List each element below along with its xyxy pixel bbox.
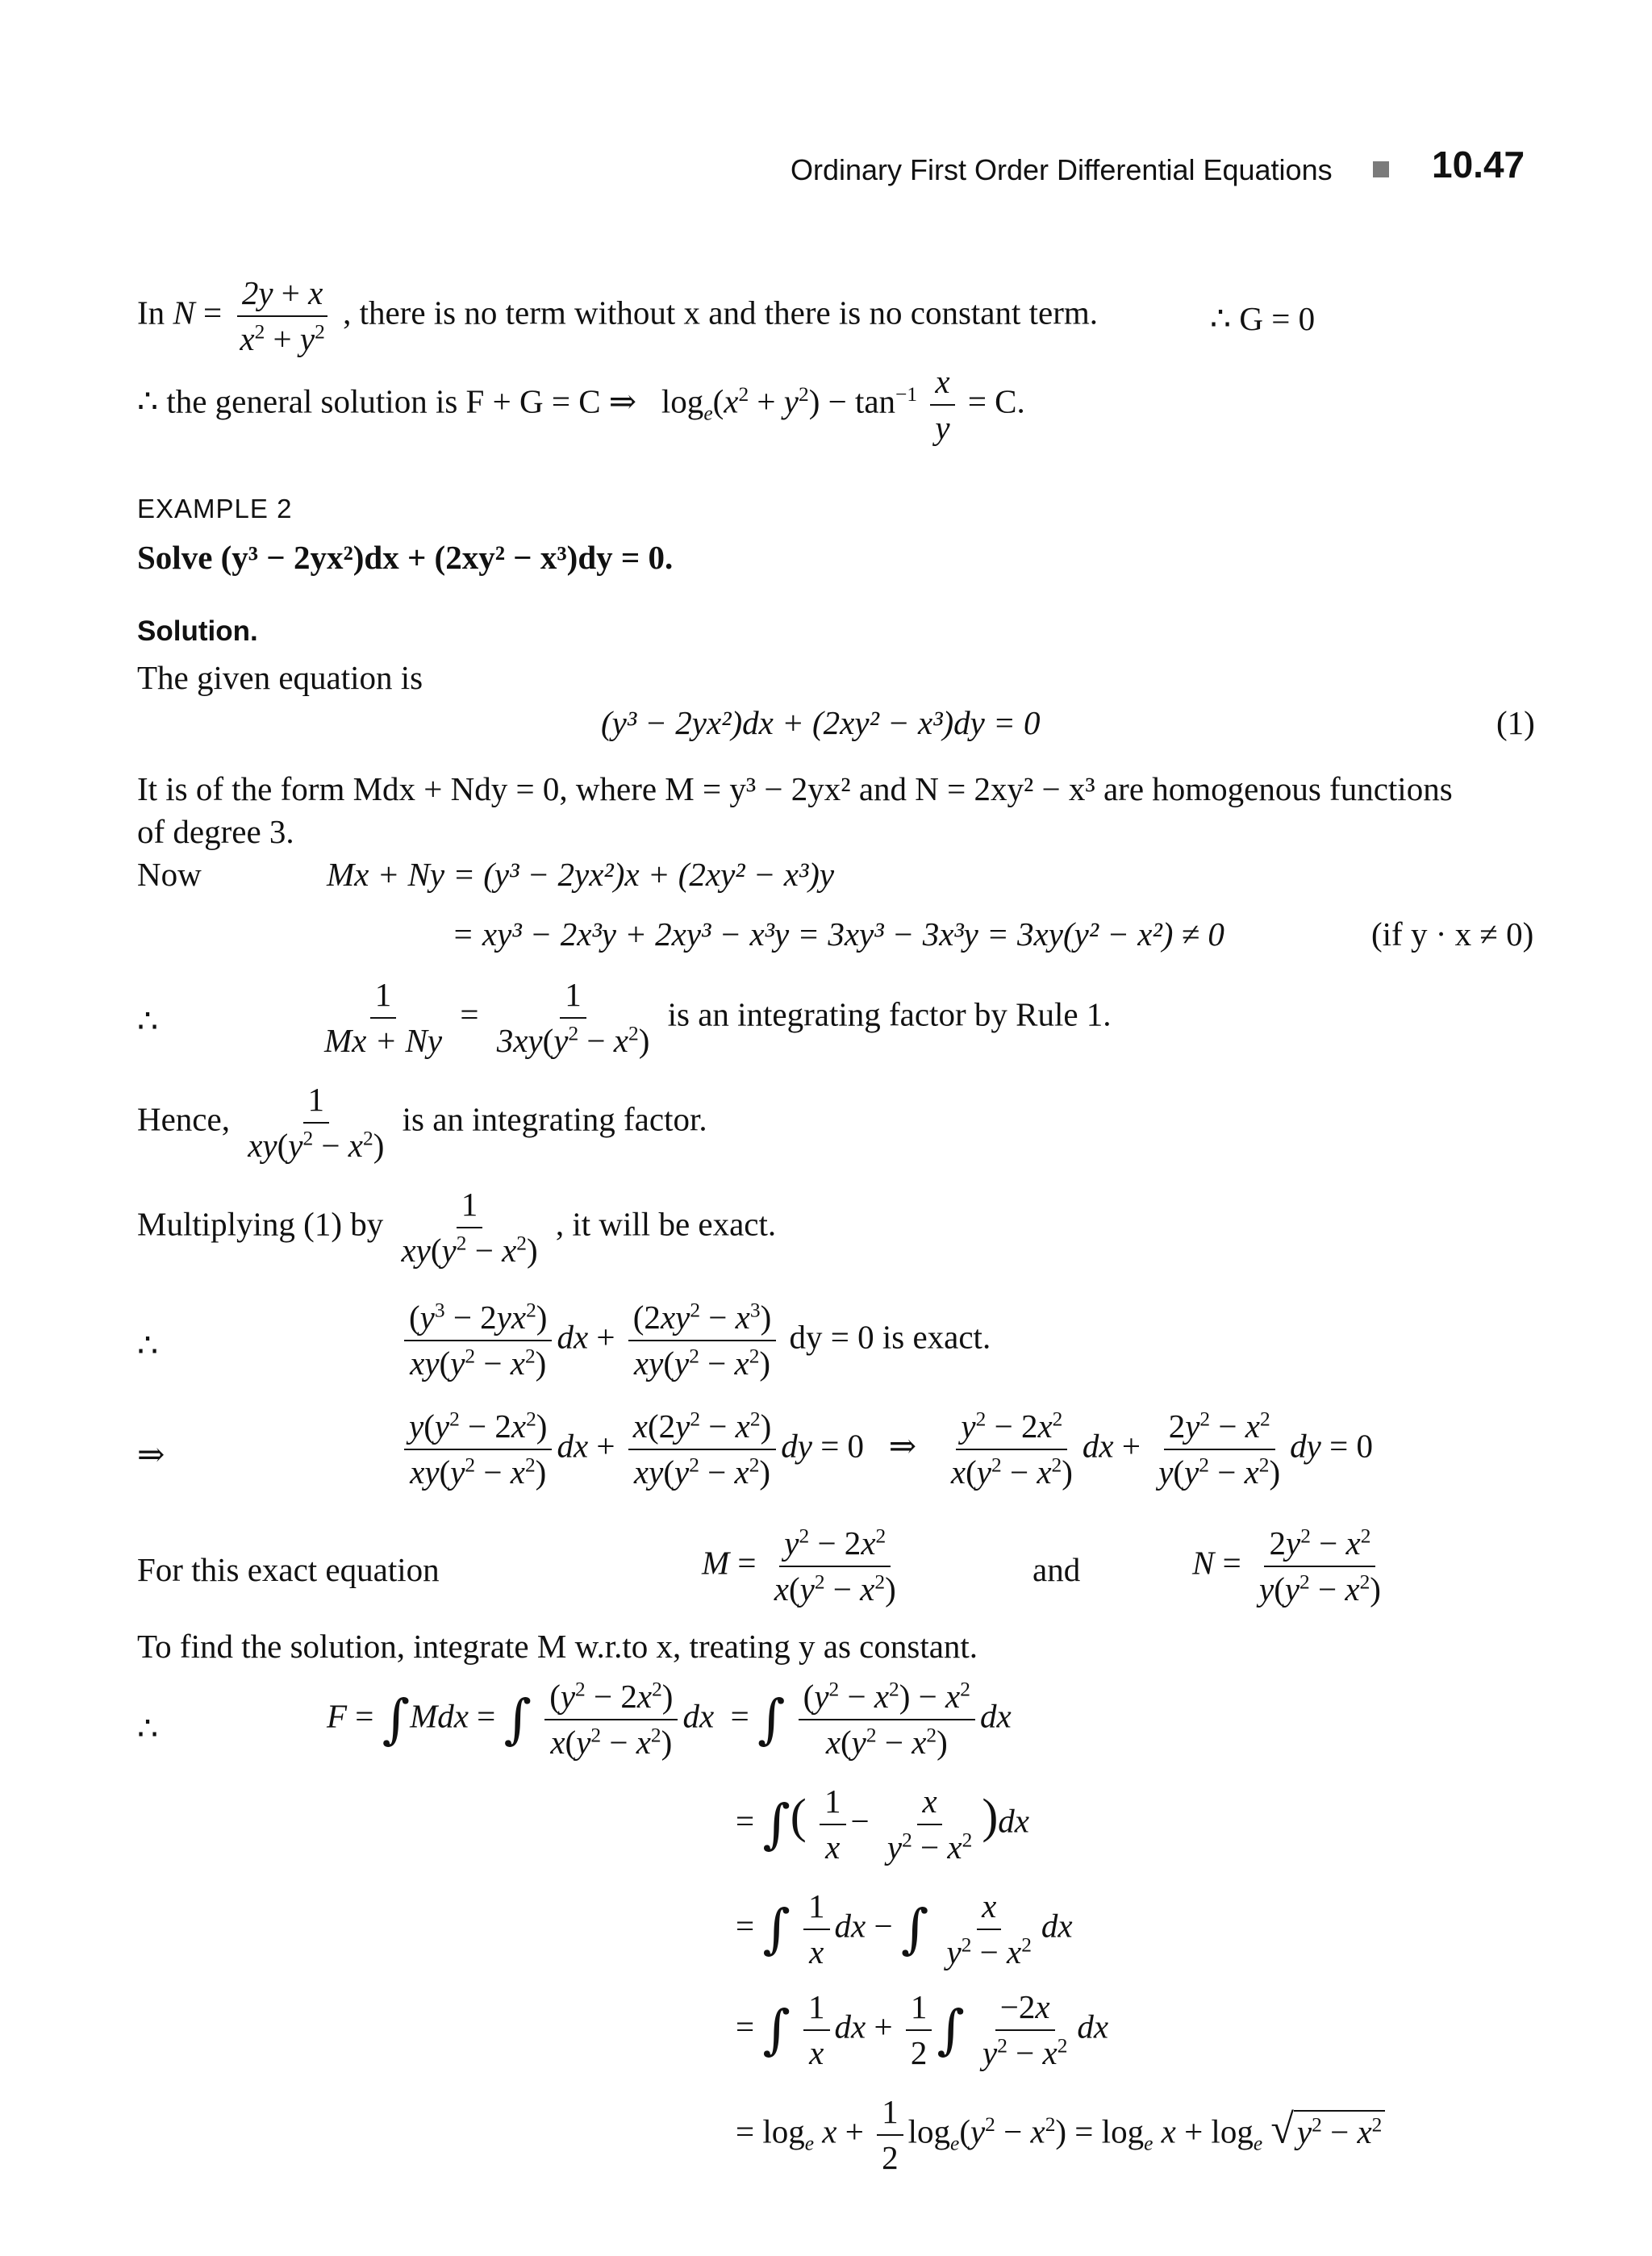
one-over-x-fraction-2: $\frac{1}{x}$: [803, 1887, 830, 1971]
hence-line: [137, 1081, 707, 1165]
x-over-y-fraction: $\frac{x}{y}$: [930, 363, 954, 447]
implies-symbol: ⇒: [137, 1436, 165, 1473]
general-solution-line: ∴ the general solution is F + G = C ⇒ $\log_e(x^2 + y^2) - \tan^{-1}$ $\frac{x}{y}$ = C.: [137, 363, 1025, 447]
form-line-1: It is of the form Mdx + Ndy = 0, where M = y³ − 2yx² and N = 2xy² − x³ are homogenous functions: [137, 770, 1453, 807]
therefore-symbol-3: ∴: [137, 1710, 159, 1747]
is-exact-text: dy = 0 is exact.: [789, 1318, 991, 1356]
integral-line-2: = ∫( $\frac{1}{x}$ − $\frac{x}{y^2 - x^2}$ )dx: [736, 1783, 1029, 1866]
exact-form-line: $\frac{(y^3 - 2yx^2)}{xy(y^2 - x^2)}$ dx + $\frac{(2xy^2 - x^3)}{xy(y^2 - x^2)}$ dy = 0 is exact.: [399, 1299, 991, 1382]
m-definition: M = $\frac{y^2 - 2x^2}{x(y^2 - x^2)}$: [702, 1524, 906, 1608]
is-if-text: is an integrating factor.: [402, 1100, 707, 1138]
half-fraction: $\frac{1}{2}$: [906, 1988, 932, 2072]
mx-ny-expanded: = xy³ − 2x³y + 2xy³ − x³y = 3xy³ − 3x³y = 3xy(y² − x²) ≠ 0: [452, 915, 1224, 953]
for-exact-text: For this exact equation: [137, 1551, 440, 1588]
rule1-text: is an integrating factor by Rule 1.: [667, 995, 1112, 1033]
condition-text: (if y · x ≠ 0): [1371, 915, 1534, 953]
hence-label: Hence,: [137, 1100, 230, 1138]
no-term-text: , there is no term without x and there is no constant term.: [343, 294, 1099, 332]
integral-line-4: = ∫ $\frac{1}{x}$ dx + $\frac{1}{2}$ ∫ $\frac{-2x}{y^2 - x^2}$ dx: [736, 1988, 1109, 2072]
solution-label: Solution.: [137, 615, 258, 647]
multiplying-text: Multiplying (1) by: [137, 1205, 384, 1243]
running-header-title: Ordinary First Order Differential Equations: [791, 153, 1333, 186]
simplified-line: $\frac{y(y^2 - 2x^2)}{xy(y^2 - x^2)}$ dx + $\frac{x(2y^2 - x^2)}{xy(y^2 - x^2)}$ dy = 0 ⇒ $\frac{y^2 - 2x^2}{x(y^2 - x^2)}$ dx + $\frac{2y^2 - x^2}{y(y^2 - x^2)}$ dy = 0: [399, 1407, 1373, 1491]
equation-1-tag: (1): [1496, 704, 1535, 741]
now-label: Now: [137, 856, 202, 893]
in-n-line: [137, 274, 1098, 358]
example-label: EXAMPLE 2: [137, 494, 293, 523]
in-n-label: In N =: [137, 294, 223, 332]
equation-1: (y³ − 2yx²)dx + (2xy² − x³)dy = 0: [601, 704, 1041, 741]
general-solution-text: ∴ the general solution is F + G = C ⇒: [137, 382, 637, 420]
simplified-m-fraction: $\frac{y(y^2 - 2x^2)}{xy(y^2 - x^2)}$: [404, 1407, 552, 1491]
m-def-fraction: $\frac{y^2 - 2x^2}{x(y^2 - x^2)}$: [774, 1524, 896, 1608]
x-over-diff-fraction: $\frac{x}{y^2 - x^2}$: [886, 1783, 973, 1866]
x-over-diff-fraction-2: $\frac{x}{y^2 - x^2}$: [946, 1887, 1032, 1971]
one-over-x-fraction-3: $\frac{1}{x}$: [803, 1988, 830, 2072]
simplified-n-fraction: $\frac{x(2y^2 - x^2)}{xy(y^2 - x^2)}$: [628, 1407, 776, 1491]
will-be-exact-text: , it will be exact.: [555, 1205, 777, 1243]
multiplying-line: [137, 1186, 776, 1270]
m-term-fraction: $\frac{(y^3 - 2yx^2)}{xy(y^2 - x^2)}$: [404, 1299, 552, 1382]
problem-statement: Solve (y³ − 2yx²)dx + (2xy² − x³)dy = 0.: [137, 539, 674, 576]
therefore-symbol-2: ∴: [137, 1327, 159, 1364]
n-fraction: $\frac{2y + x}{x^2 + y^2}$: [235, 274, 329, 358]
given-eq-text: The given equation is: [137, 659, 423, 696]
integral-line-1: F = ∫Mdx = ∫ $\frac{(y^2 - 2x^2)}{x(y^2 - x^2)}$ dx = ∫ $\frac{(y^2 - x^2) - x^2}{x(y^2 - x^2)}$ dx: [327, 1678, 1012, 1762]
mx-ny-line: Mx + Ny = (y³ − 2yx²)x + (2xy² − x³)y: [327, 856, 835, 893]
n-def-fraction: $\frac{2y^2 - x^2}{y(y^2 - x^2)}$: [1258, 1524, 1381, 1608]
integrating-factor-rule-line: $\frac{1}{Mx + Ny}$ = $\frac{1}{3xy(y^2 - x^2)}$ is an integrating factor by Rule 1.: [315, 976, 1112, 1060]
half-fraction-2: $\frac{1}{2}$: [877, 2093, 903, 2177]
integral-line-3: = ∫ $\frac{1}{x}$ dx − ∫ $\frac{x}{y^2 - x^2}$ dx: [736, 1887, 1073, 1971]
form-line-2: of degree 3.: [137, 813, 294, 850]
integral-line-5: = $\log_e x$ + $\frac{1}{2}$ $\log_e(y^2 - x^2) = \log_e x + \log_e √y^2 - x^2$: [736, 2093, 1385, 2177]
one-over-x-fraction: $\frac{1}{x}$: [820, 1783, 846, 1866]
general-solution-tail: = C.: [967, 382, 1025, 420]
minus-2x-fraction: $\frac{-2x}{y^2 - x^2}$: [982, 1988, 1068, 2072]
and-text: and: [1032, 1551, 1081, 1588]
page-number: 10.47: [1432, 144, 1525, 186]
one-over-xy-fraction: $\frac{1}{xy(y^2 - x^2)}$: [248, 1081, 385, 1165]
header-square-icon: [1373, 161, 1389, 177]
one-over-3xy: $\frac{1}{3xy(y^2 - x^2)}$: [496, 976, 650, 1060]
multiplier-fraction: $\frac{1}{xy(y^2 - x^2)}$: [401, 1186, 538, 1270]
integrand-fraction-2: $\frac{(y^2 - x^2) - x^2}{x(y^2 - x^2)}$: [799, 1678, 975, 1762]
to-find-text: To find the solution, integrate M w.r.to x, treating y as constant.: [137, 1628, 978, 1665]
one-over-mxny: $\frac{1}{Mx + Ny}$: [324, 976, 443, 1060]
integrand-fraction-1: $\frac{(y^2 - 2x^2)}{x(y^2 - x^2)}$: [544, 1678, 678, 1762]
reduced-n-fraction: $\frac{2y^2 - x^2}{y(y^2 - x^2)}$: [1158, 1407, 1281, 1491]
n-definition: N = $\frac{2y^2 - x^2}{y(y^2 - x^2)}$: [1192, 1524, 1391, 1608]
g-zero: ∴ G = 0: [1210, 300, 1316, 337]
reduced-m-fraction: $\frac{y^2 - 2x^2}{x(y^2 - x^2)}$: [950, 1407, 1073, 1491]
n-term-fraction: $\frac{(2xy^2 - x^3)}{xy(y^2 - x^2)}$: [628, 1299, 776, 1382]
therefore-symbol: ∴: [137, 1003, 159, 1040]
